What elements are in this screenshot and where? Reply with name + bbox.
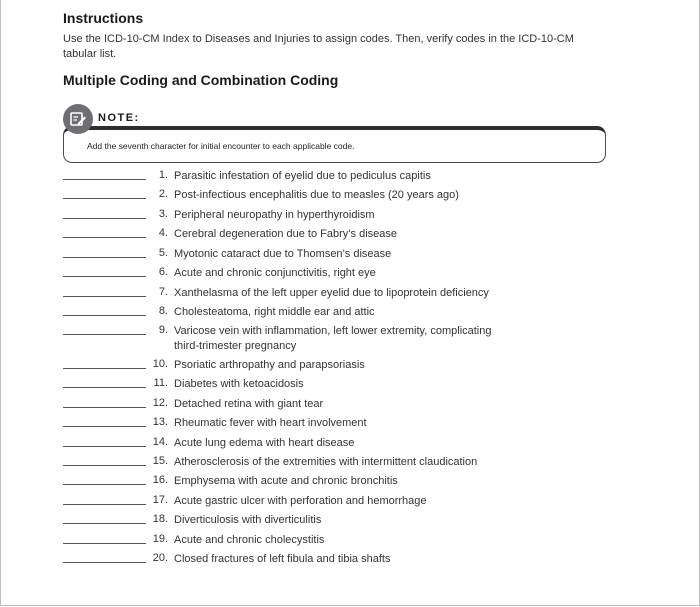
item-number: 7. (158, 286, 168, 298)
answer-blank[interactable] (63, 237, 146, 238)
answer-blank[interactable] (63, 543, 146, 544)
note-callout (63, 104, 607, 160)
item-text: Rheumatic fever with heart involvement (174, 417, 367, 429)
item-number: 3. (158, 208, 168, 220)
answer-blank[interactable] (63, 368, 146, 369)
item-number: 4. (158, 227, 168, 239)
answer-blank[interactable] (63, 276, 146, 277)
item-text: Post-infectious encephalitis due to measles (20 years ago) (174, 189, 459, 201)
answer-blank[interactable] (63, 179, 146, 180)
item-text: Acute and chronic cholecystitis (174, 534, 325, 546)
answer-blank[interactable] (63, 562, 146, 563)
list-item (0, 226, 700, 244)
item-number: 20. (152, 552, 168, 564)
item-text: Xanthelasma of the left upper eyelid due to lipoprotein deficiency (174, 287, 489, 299)
list-item (0, 323, 700, 356)
item-text: Cerebral degeneration due to Fabry’s disease (174, 228, 397, 240)
item-text: Parasitic infestation of eyelid due to pediculus capitis (174, 170, 431, 182)
answer-blank[interactable] (63, 446, 146, 447)
item-number: 14. (152, 436, 168, 448)
note-label: NOTE: (98, 112, 140, 124)
item-text: Varicose vein with inflammation, left lower extremity, complicating third-trimester pregnancy (174, 325, 492, 352)
item-text: Diabetes with ketoacidosis (174, 378, 304, 390)
list-item (0, 551, 700, 569)
item-number: 2. (158, 188, 168, 200)
item-number: 13. (152, 416, 168, 428)
item-text: Myotonic cataract due to Thomsen’s disease (174, 248, 392, 260)
answer-blank[interactable] (63, 387, 146, 388)
answer-blank[interactable] (63, 315, 146, 316)
item-number: 12. (152, 397, 168, 409)
item-number: 11. (153, 377, 168, 389)
item-text: Acute gastric ulcer with perforation and hemorrhage (174, 495, 427, 507)
item-number: 15. (152, 455, 168, 467)
answer-blank[interactable] (63, 523, 146, 524)
list-item (0, 473, 700, 491)
item-number: 9. (158, 324, 168, 336)
section-heading: Multiple Coding and Combination Coding (63, 72, 339, 88)
list-item (0, 532, 700, 550)
item-number: 5. (158, 247, 168, 259)
answer-blank[interactable] (63, 257, 146, 258)
item-number: 16. (152, 474, 168, 486)
list-item (0, 435, 700, 453)
list-item (0, 285, 700, 303)
item-text: Peripheral neuropathy in hyperthyroidism (174, 209, 375, 221)
item-text: Atherosclerosis of the extremities with intermittent claudication (174, 456, 478, 468)
note-text: Add the seventh character for initial encounter to each applicable code. (87, 141, 355, 151)
answer-blank[interactable] (63, 198, 146, 199)
answer-blank[interactable] (63, 484, 146, 485)
list-item (0, 512, 700, 530)
item-text: Psoriatic arthropathy and parapsoriasis (174, 359, 365, 371)
list-item (0, 187, 700, 205)
item-number: 1. (158, 169, 168, 181)
list-item (0, 207, 700, 225)
item-text: Closed fractures of left fibula and tibia shafts (174, 553, 391, 565)
item-text: Emphysema with acute and chronic bronchitis (174, 475, 398, 487)
answer-blank[interactable] (63, 218, 146, 219)
answer-blank[interactable] (63, 504, 146, 505)
item-number: 19. (152, 533, 168, 545)
answer-blank[interactable] (63, 334, 146, 335)
item-number: 10. (152, 358, 168, 370)
list-item (0, 304, 700, 322)
list-item (0, 168, 700, 186)
list-item (0, 357, 700, 375)
item-number: 6. (158, 266, 168, 278)
list-item (0, 265, 700, 283)
note-edit-icon (63, 104, 93, 134)
item-text: Detached retina with giant tear (174, 398, 324, 410)
list-item (0, 415, 700, 433)
list-item (0, 246, 700, 264)
answer-blank[interactable] (63, 407, 146, 408)
instructions-text: Use the ICD-10-CM Index to Diseases and Injuries to assign codes. Then, verify codes in the ICD-10-CM tabular list. (63, 33, 574, 60)
item-text: Acute and chronic conjunctivitis, right eye (174, 267, 376, 279)
item-text: Diverticulosis with diverticulitis (174, 514, 322, 526)
instructions-heading: Instructions (63, 10, 144, 26)
list-item (0, 396, 700, 414)
item-number: 18. (152, 513, 168, 525)
answer-blank[interactable] (63, 296, 146, 297)
item-number: 8. (158, 305, 168, 317)
answer-blank[interactable] (63, 465, 146, 466)
answer-blank[interactable] (63, 426, 146, 427)
list-item (0, 493, 700, 511)
item-text: Acute lung edema with heart disease (174, 437, 355, 449)
item-number: 17. (152, 494, 168, 506)
item-text: Cholesteatoma, right middle ear and attic (174, 306, 375, 318)
list-item (0, 454, 700, 472)
note-box (63, 126, 606, 163)
list-item (0, 376, 700, 394)
